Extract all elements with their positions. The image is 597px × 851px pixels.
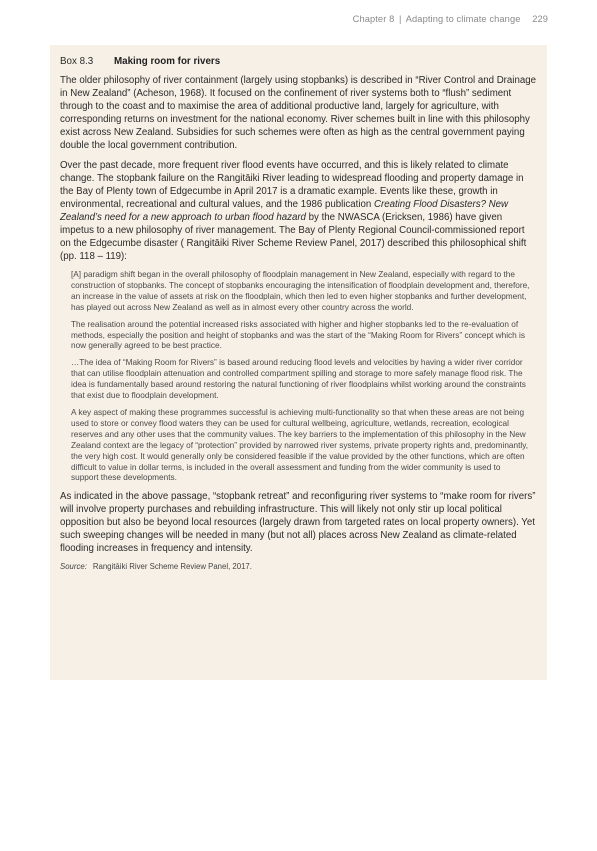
paragraph-1: The older philosophy of river containment (largely using stopbanks) is described in “River Control and Drainage in New Zealand” (Acheson, 1968). It focused on the confinement of river systems both to “flush” sediment through to the coast and to maximise the area of additional productive land, largely for agriculture, with corresponding returns on investment for the national economy. River schemes built in line with this philosophy exist across New Zealand. Subsidies for such schemes were often as high as the central government paying double the local government contribution. (60, 75, 537, 151)
source-label: Source: (60, 562, 87, 572)
section-title: Adapting to climate change (405, 14, 521, 24)
header-separator: | (399, 14, 402, 24)
chapter-label: Chapter 8 (352, 14, 395, 24)
box-heading (60, 56, 536, 67)
paragraph-3: As indicated in the above passage, “stopbank retreat” and reconfiguring river systems to “make room for rivers” will involve property purchases and rebuilding infrastructure. This will likely not only stir up local political opposition but also be beyond local resources (largely drawn from targeted rates on local property owners). Yet such sweeping changes will be needed in many (but not all) places across New Zealand as climate-related flooding increases in frequency and intensity. (60, 491, 536, 555)
paragraph-2-part-a: Over the past decade, more frequent river flood events have occurred, and this is likely related to climate change. The stopbank failure on the Rangitāiki River leading to widespread flooding and property damage in the Bay of Plenty town of Edgecumbe in April 2017 is a dramatic example. Events like these, growth in environmental, recreational and cultural values, and the 1986 publication (60, 160, 524, 210)
quote-paragraph-1: [A] paradigm shift began in the overall philosophy of floodplain management in New Zealand, especially with regard to the construction of stopbanks. The concept of stopbanks encouraging the intensification of floodplain development and, therefore, an increase in the value of assets at risk on the floodplain, which then led to even higher stopbanks and further development, has played out across New Zealand as well as in almost every other country across the world. (71, 270, 530, 312)
page-number: 229 (532, 14, 548, 24)
page-header (353, 14, 548, 24)
quote-paragraph-3: …The idea of “Making Room for Rivers” is based around reducing flood levels and velocities by having a wider river corridor that can utilise floodplain attenuation and controlled compartment spilling and storage to more safely manage flood risk. The idea is fundamentally based around restoring the natural functioning of river floodplains whilst working around the constraints that exist due to floodplain development. (71, 358, 526, 401)
publication-title: Creating Flood Disasters? New Zealand’s need for a new approach to urban flood hazard (60, 199, 509, 223)
source-note (60, 562, 536, 571)
paragraph-2-part-b: by the NWASCA (Ericksen, 1986) have given impetus to a new philosophy of river management. The Bay of Plenty Regional Council-commissioned report on the Edgecumbe disaster ( Rangitāiki River Scheme Review Panel, 2017) described this philosophical shift (pp. 118 – 119): (60, 212, 527, 262)
paragraph-2 (60, 159, 536, 263)
box-8-3 (50, 45, 547, 680)
box-number: Box 8.3 (60, 56, 94, 67)
quote-paragraph-2: The realisation around the potential increased risks associated with higher and higher stopbanks led to the re-evaluation of methods, especially the position and height of stopbanks and was the start of the “Making Room for Rivers” concept which is now generally agreed to be best practice. (71, 319, 525, 351)
source-text: Rangitāiki River Scheme Review Panel, 2017. (92, 562, 252, 572)
quote-paragraph-4: A key aspect of making these programmes successful is achieving multi-functionality so that when these areas are not being used to store or convey flood waters they can be used for cultural wellbeing, agriculture, wetlands, recreation, ecological reserves and any other uses that the community values. The key barriers to the implementation of this philosophy in the New Zealand context are the legacy of “protection” provided by narrowed river systems, private property rights and, predominantly, the very high cost. It would generally only be considered feasible if the value provided by the other functions, which are often difficult to value in dollar terms, is included in the overall assessment and funding from the wider community is used to support these developments. (71, 407, 529, 483)
box-title: Making room for rivers (114, 56, 221, 67)
